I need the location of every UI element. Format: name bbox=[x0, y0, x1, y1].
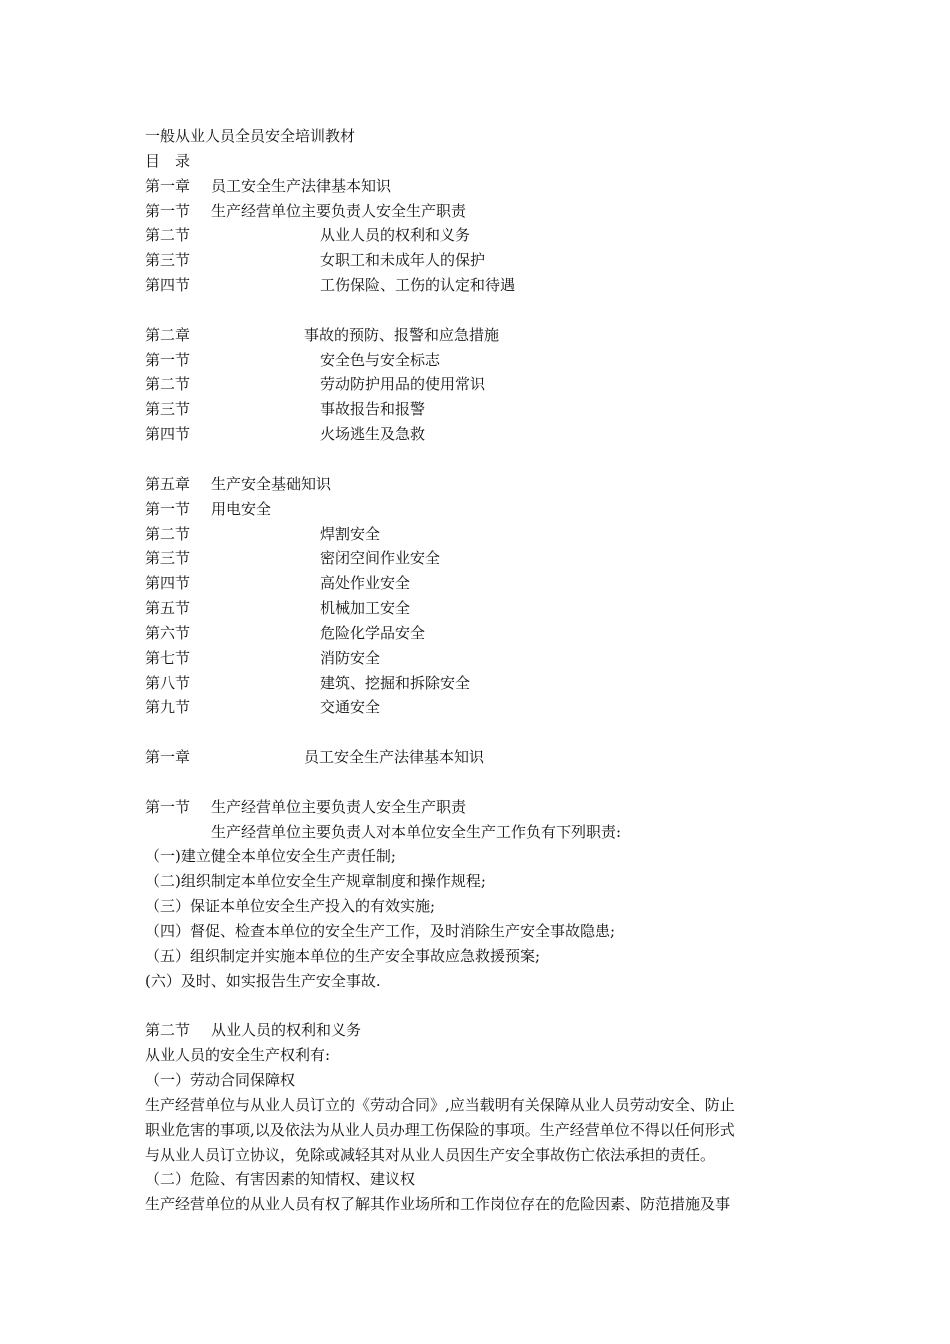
section-1-item: （三）保证本单位安全生产投入的有效实施; bbox=[145, 897, 436, 916]
toc-entry-label: 第二节 bbox=[145, 375, 191, 394]
toc-entry-text: 女职工和未成年人的保护 bbox=[320, 251, 486, 270]
document-page bbox=[145, 124, 815, 1217]
toc-entry bbox=[145, 422, 815, 447]
spacer bbox=[145, 770, 815, 795]
spacer bbox=[145, 994, 815, 1019]
toc-entry bbox=[145, 397, 815, 422]
section-1-title: 生产经营单位主要负责人安全生产职责 bbox=[211, 797, 467, 816]
section-2-label: 第二节 bbox=[145, 1021, 191, 1040]
toc-entry bbox=[145, 596, 815, 621]
toc-heading: 目 录 bbox=[145, 151, 191, 170]
toc-entry bbox=[145, 323, 815, 348]
section-1-item: （四）督促、检查本单位的安全生产工作，及时消除生产安全事故隐患; bbox=[145, 922, 616, 940]
section-2-heading bbox=[145, 1018, 815, 1043]
section-1-heading bbox=[145, 795, 815, 820]
toc-entry-text: 从业人员的权利和义务 bbox=[320, 226, 471, 245]
toc-entry-text: 建筑、挖掘和拆除安全 bbox=[320, 673, 471, 692]
right-1-title: （一）劳动合同保障权 bbox=[145, 1071, 296, 1090]
toc-entry-label: 第八节 bbox=[145, 673, 191, 692]
toc-entry-label: 第一章 bbox=[145, 176, 191, 195]
toc-spacer bbox=[145, 447, 815, 472]
right-1-text-line: 与从业人员订立协议，免除或减轻其对从业人员因生产安全事故伤亡依法承担的责任。 bbox=[145, 1145, 716, 1164]
toc-entry bbox=[145, 372, 815, 397]
toc-entry bbox=[145, 497, 815, 522]
toc-entry-text: 机械加工安全 bbox=[320, 599, 411, 618]
section-2-intro: 从业人员的安全生产权利有: bbox=[145, 1046, 331, 1065]
toc-entry bbox=[145, 671, 815, 696]
toc-entry-label: 第三节 bbox=[145, 400, 191, 419]
chapter-1-heading bbox=[145, 745, 815, 770]
toc-entry-label: 第五节 bbox=[145, 599, 191, 618]
toc-entry-label: 第一节 bbox=[145, 350, 191, 369]
toc-entry-text: 生产经营单位主要负责人安全生产职责 bbox=[211, 201, 467, 220]
toc-entry-label: 第七节 bbox=[145, 648, 191, 667]
toc-entry bbox=[145, 646, 815, 671]
toc-entry-label: 第二节 bbox=[145, 226, 191, 245]
toc-entry bbox=[145, 199, 815, 224]
document-title: 一般从业人员全员安全培训教材 bbox=[145, 127, 356, 145]
toc-entry bbox=[145, 621, 815, 646]
section-1-intro: 生产经营单位主要负责人对本单位安全生产工作负有下列职责: bbox=[211, 822, 622, 841]
toc-entry-label: 第四节 bbox=[145, 574, 191, 593]
section-1-item: （五）组织制定并实施本单位的生产安全事故应急救援预案; bbox=[145, 946, 541, 965]
toc-entry-label: 第九节 bbox=[145, 698, 191, 717]
toc-entry-label: 第一节 bbox=[145, 499, 191, 518]
toc-entry bbox=[145, 472, 815, 497]
toc-entry-label: 第四节 bbox=[145, 276, 191, 295]
toc-entry-label: 第四节 bbox=[145, 425, 191, 444]
toc-entry bbox=[145, 223, 815, 248]
section-1-item: （一)建立健全本单位安全生产责任制; bbox=[145, 847, 396, 866]
right-2-text-line: 生产经营单位的从业人员有权了解其作业场所和工作岗位存在的危险因素、防范措施及事 bbox=[145, 1195, 731, 1214]
toc-entry-text: 火场逃生及急救 bbox=[320, 425, 426, 444]
toc-entry bbox=[145, 273, 815, 298]
toc-entry-text: 危险化学品安全 bbox=[320, 623, 426, 642]
toc-entry-text: 安全色与安全标志 bbox=[320, 350, 441, 369]
toc-entry bbox=[145, 248, 815, 273]
toc-entry bbox=[145, 174, 815, 199]
toc-entry-label: 第二章 bbox=[145, 325, 191, 344]
toc-entry-text: 交通安全 bbox=[320, 698, 381, 717]
chapter-1-title: 员工安全生产法律基本知识 bbox=[304, 748, 485, 767]
right-2-title: （二）危险、有害因素的知情权、建议权 bbox=[145, 1170, 416, 1189]
toc-entry-text: 消防安全 bbox=[320, 648, 381, 667]
toc-entry-text: 焊割安全 bbox=[320, 524, 381, 543]
toc-entry-text: 高处作业安全 bbox=[320, 574, 411, 593]
section-1-item: (六）及时、如实报告生产安全事故. bbox=[145, 971, 381, 990]
toc-entry-label: 第三节 bbox=[145, 251, 191, 270]
toc-entry-label: 第五章 bbox=[145, 474, 191, 493]
toc-entry bbox=[145, 695, 815, 720]
toc-entry-text: 生产安全基础知识 bbox=[211, 474, 332, 493]
toc-entry-text: 工伤保险、工伤的认定和待遇 bbox=[320, 276, 516, 295]
toc-entry bbox=[145, 348, 815, 373]
toc-spacer bbox=[145, 298, 815, 323]
toc-entry-text: 员工安全生产法律基本知识 bbox=[211, 176, 392, 195]
toc-entry-label: 第三节 bbox=[145, 549, 191, 568]
section-1-item: （二)组织制定本单位安全生产规章制度和操作规程; bbox=[145, 872, 486, 891]
toc-entry-text: 密闭空间作业安全 bbox=[320, 549, 441, 568]
spacer bbox=[145, 720, 815, 745]
section-1-label: 第一节 bbox=[145, 797, 191, 816]
toc-entry-label: 第六节 bbox=[145, 623, 191, 642]
toc-entry-text: 事故的预防、报警和应急措施 bbox=[304, 325, 500, 344]
chapter-1-label: 第一章 bbox=[145, 748, 191, 767]
right-1-text-line: 生产经营单位与从业人员订立的《劳动合同》,应当载明有关保障从业人员劳动安全、防止 bbox=[145, 1095, 735, 1114]
table-of-contents bbox=[145, 174, 815, 721]
toc-entry bbox=[145, 571, 815, 596]
toc-entry bbox=[145, 546, 815, 571]
section-2-title: 从业人员的权利和义务 bbox=[211, 1021, 362, 1040]
toc-entry bbox=[145, 522, 815, 547]
toc-entry-label: 第二节 bbox=[145, 524, 191, 543]
toc-entry-text: 用电安全 bbox=[211, 499, 272, 518]
toc-entry-text: 劳动防护用品的使用常识 bbox=[320, 375, 486, 394]
toc-entry-text: 事故报告和报警 bbox=[320, 400, 426, 419]
toc-entry-label: 第一节 bbox=[145, 201, 191, 220]
right-1-text-line: 职业危害的事项,以及依法为从业人员办理工伤保险的事项。生产经营单位不得以任何形式 bbox=[145, 1120, 735, 1139]
